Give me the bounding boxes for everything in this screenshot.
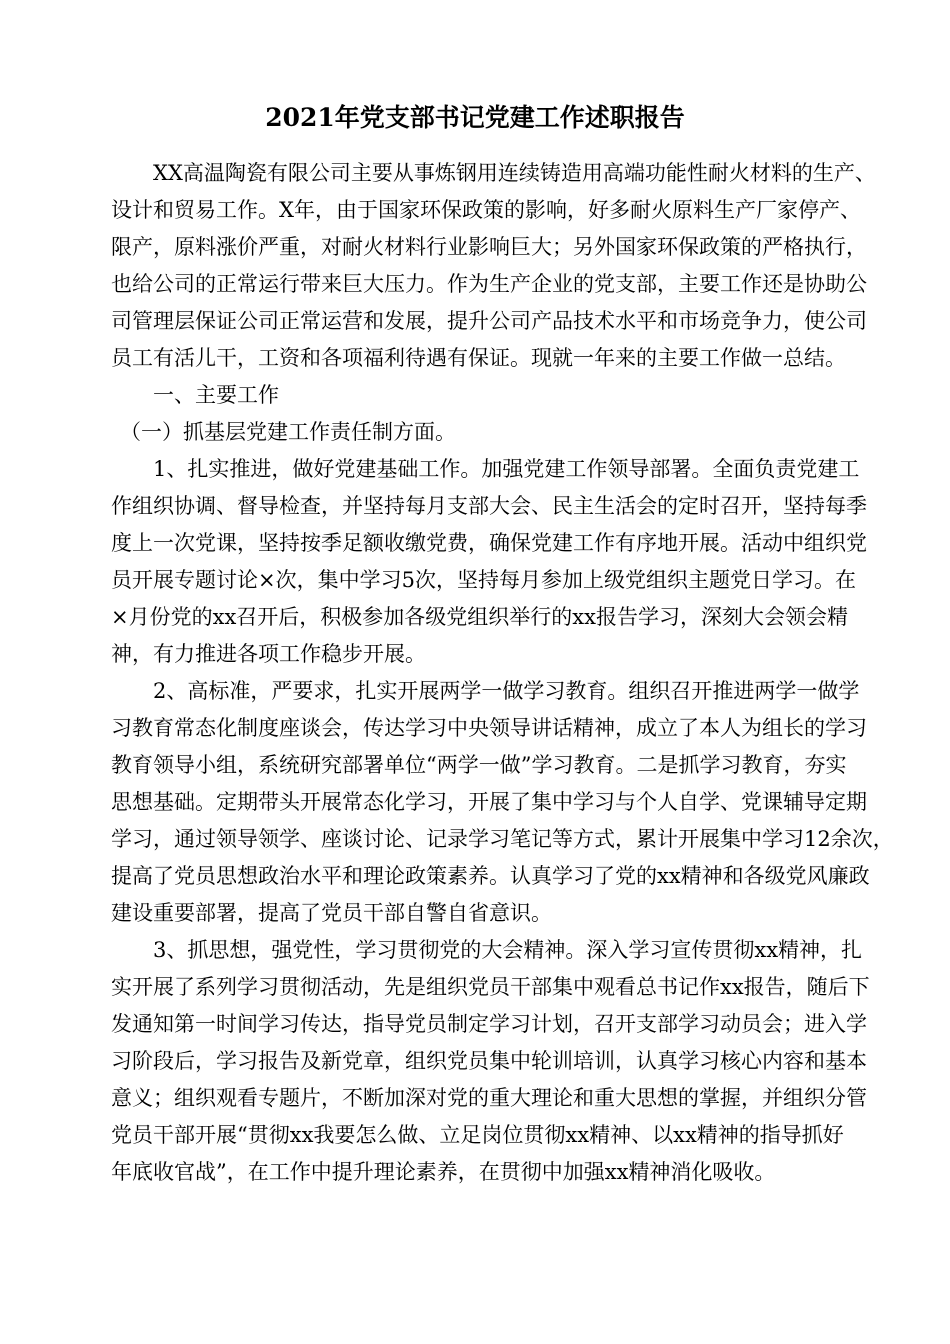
paragraph-line: 3、抓思想，强党性，学习贯彻党的大会精神。深入学习宣传贯彻xx精神，扎 xyxy=(153,938,863,962)
paragraph-line: 实开展了系列学习贯彻活动，先是组织党员干部集中观看总书记作xx报告，随后下 xyxy=(111,975,870,999)
paragraph-line: XX高温陶瓷有限公司主要从事炼钢用连续铸造用高端功能性耐火材料的生产、 xyxy=(153,161,876,185)
paragraph-line: 习教育常态化制度座谈会，传达学习中央领导讲话精神，成立了本人为组长的学习 xyxy=(111,716,867,740)
paragraph-line: 提高了党员思想政治水平和理论政策素养。认真学习了党的xx精神和各级党风廉政 xyxy=(111,864,870,888)
document-title: 2021年党支部书记党建工作述职报告 xyxy=(265,103,685,132)
paragraph-line: 教育领导小组，系统研究部署单位“两学一做”学习教育。二是抓学习教育，夯实 xyxy=(111,753,847,777)
paragraph-line: 习阶段后，学习报告及新党章，组织党员集中轮训培训，认真学习核心内容和基本 xyxy=(111,1049,867,1073)
paragraph-line: 度上一次党课，坚持按季足额收缴党费，确保党建工作有序地开展。活动中组织党 xyxy=(111,531,867,555)
paragraph-line: 员开展专题讨论×次，集中学习5次，坚持每月参加上级党组织主题党日学习。在 xyxy=(111,568,856,592)
paragraph-line: 神，有力推进各项工作稳步开展。 xyxy=(111,642,426,666)
paragraph-line: 发通知第一时间学习传达，指导党员制定学习计划，召开支部学习动员会；进入学 xyxy=(111,1012,867,1036)
paragraph-line: ×月份党的xx召开后，积极参加各级党组织举行的xx报告学习，深刻大会领会精 xyxy=(111,605,848,629)
paragraph-line: 员工有活儿干，工资和各项福利待遇有保证。现就一年来的主要工作做一总结。 xyxy=(111,346,846,370)
paragraph-line: 意义；组织观看专题片，不断加深对党的重大理论和重大思想的掌握，并组织分管 xyxy=(111,1086,867,1110)
paragraph-line: 学习，通过领导领学、座谈讨论、记录学习笔记等方式，累计开展集中学习12余次， xyxy=(111,827,894,851)
paragraph-line: 作组织协调、督导检查，并坚持每月支部大会、民主生活会的定时召开，坚持每季 xyxy=(111,494,867,518)
paragraph-line: 2、高标准，严要求，扎实开展两学一做学习教育。组织召开推进两学一做学 xyxy=(153,679,860,703)
paragraph-line: 思想基础。定期带头开展常态化学习，开展了集中学习与个人自学、党课辅导定期 xyxy=(111,790,867,814)
paragraph-line: 1、扎实推进，做好党建基础工作。加强党建工作领导部署。全面负责党建工 xyxy=(153,457,860,481)
paragraph-line: 限产，原料涨价严重，对耐火材料行业影响巨大；另外国家环保政策的严格执行， xyxy=(111,235,867,259)
section-heading: 一、主要工作 xyxy=(153,383,279,407)
paragraph-line: 司管理层保证公司正常运营和发展，提升公司产品技术水平和市场竞争力，使公司 xyxy=(111,309,867,333)
paragraph-line: 建设重要部署，提高了党员干部自警自省意识。 xyxy=(111,901,552,925)
paragraph-line: 设计和贸易工作。X年，由于国家环保政策的影响，好多耐火原料生产厂家停产、 xyxy=(111,198,861,222)
subsection-heading: （一）抓基层党建工作责任制方面。 xyxy=(120,420,456,444)
paragraph-line: 党员干部开展“贯彻xx我要怎么做、立足岗位贯彻xx精神、以xx精神的指导抓好 xyxy=(111,1123,844,1147)
paragraph-line: 年底收官战”，在工作中提升理论素养，在贯彻中加强xx精神消化吸收。 xyxy=(111,1160,776,1184)
paragraph-line: 也给公司的正常运行带来巨大压力。作为生产企业的党支部，主要工作还是协助公 xyxy=(111,272,867,296)
